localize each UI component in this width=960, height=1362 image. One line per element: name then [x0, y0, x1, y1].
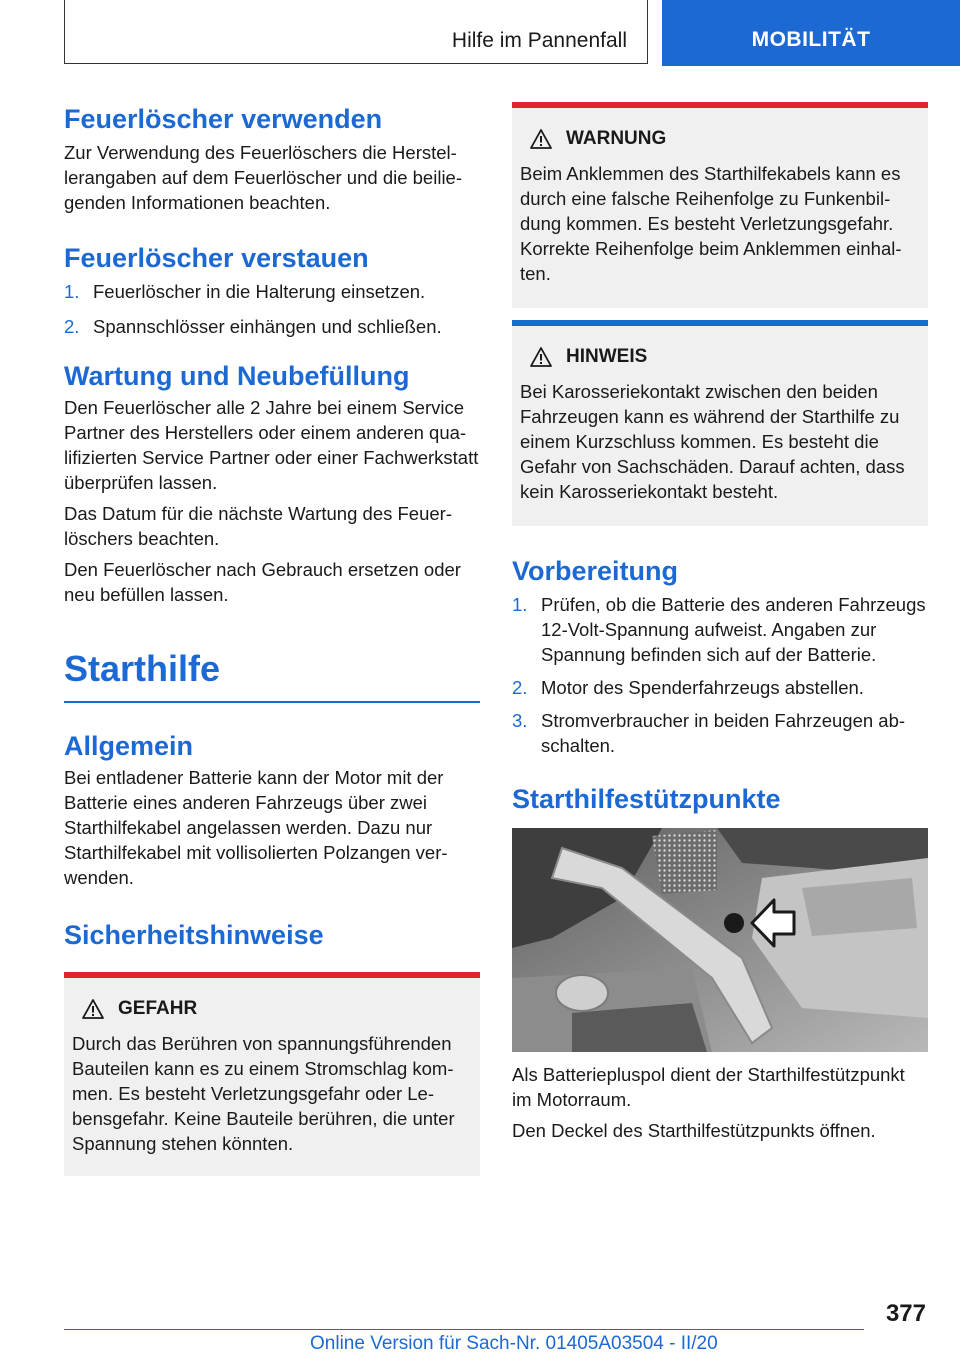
hint-text: Bei Karosseriekontakt zwischen den beiden Fahrzeugen kann es während der Starthilfe zu einem Kurzschluss kommen. Es besteht die Gefahr von Sachschäden. Darauf achten, dass kein Karosseriekontakt besteht. [520, 381, 905, 502]
footer-text: Online Version für Sach-Nr. 01405A03504 - II/20 [310, 1333, 718, 1354]
heading-store: Feuerlöscher verstauen [64, 243, 369, 273]
warning-triangle-icon [530, 347, 552, 367]
step-text: Stromverbraucher in beiden Fahrzeugen abschalten. [541, 710, 906, 756]
chapter-tab-label: MOBILITÄT [751, 28, 871, 51]
chapter-title: Starthilfe [64, 648, 221, 689]
header-frame [64, 0, 648, 64]
engine-bay-photo [512, 828, 928, 1052]
warning-triangle-icon [530, 129, 552, 149]
step-number: 2. [64, 316, 80, 337]
list-item [64, 279, 480, 304]
paragraph-jump-points-2: Den Deckel des Starthilfestützpunkts öffnen. [512, 1120, 876, 1141]
step-text: Spannschlösser einhängen und schließen. [93, 316, 442, 337]
paragraph-maintenance-2: Das Datum für die nächste Wartung des Feuerlöschers beachten. [64, 503, 452, 549]
engine-bay-illustration [512, 828, 928, 1052]
right-column [512, 102, 928, 1143]
danger-text: Durch das Berühren von spannungsführenden Bauteilen kann es zu einem Stromschlag kommen. Es besteht Verletzungsgefahr oder Lebensgefahr. Keine Bauteile berühren, die unter Spannung stehen könnten. [72, 1032, 455, 1154]
heading-jump-points: Starthilfestützpunkte [512, 784, 781, 814]
step-number: 1. [512, 594, 528, 615]
left-column [64, 102, 480, 1176]
warning-notice [512, 102, 928, 308]
paragraph-maintenance-3: Den Feuerlöscher nach Gebrauch ersetzen oder neu befüllen lassen. [64, 559, 461, 605]
list-item [512, 592, 928, 667]
chapter-rule [64, 701, 480, 703]
heading-preparation: Vorbereitung [512, 556, 679, 586]
page-number: 377 [885, 1300, 926, 1327]
heading-use: Feuerlöscher verwenden [64, 104, 383, 134]
paragraph-use: Zur Verwendung des Feuerlöschers die Herstellerangaben auf dem Feuerlöscher und die beiliegenden Informationen beachten. [64, 142, 463, 213]
paragraph-maintenance-1: Den Feuerlöscher alle 2 Jahre bei einem Service Partner des Herstellers oder einem anderen qualifizierten Service Partner oder einer Fachwerkstatt überprüfen lassen. [64, 397, 479, 493]
step-text: Feuerlöscher in die Halterung einsetzen. [93, 281, 426, 302]
hint-notice [512, 320, 928, 526]
heading-maintenance: Wartung und Neubefüllung [64, 361, 410, 391]
warning-title: WARNUNG [566, 128, 667, 149]
list-item [64, 314, 480, 339]
section-title: Hilfe im Pannenfall [451, 29, 627, 52]
preparation-steps [512, 592, 928, 758]
chapter-tab[interactable] [662, 0, 960, 66]
danger-notice [64, 972, 480, 1176]
paragraph-jump-points-1: Als Batteriepluspol dient der Starthilfestützpunkt im Motorraum. [512, 1064, 905, 1110]
step-text: Prüfen, ob die Batterie des anderen Fahrzeugs 12-Volt-Spannung aufweist. Angaben zur Spannung befinden sich auf der Batterie. [541, 594, 926, 665]
step-number: 1. [64, 281, 80, 302]
warning-triangle-icon [82, 999, 104, 1019]
heading-safety: Sicherheitshinweise [64, 919, 324, 950]
list-item [512, 708, 928, 758]
hint-title: HINWEIS [566, 346, 648, 367]
warning-text: Beim Anklemmen des Starthilfekabels kann es durch eine falsche Reihenfolge zu Funkenbildung kommen. Es besteht Verletzungsgefahr. Korrekte Reihenfolge beim Anklemmen einhalten. [520, 163, 902, 284]
step-number: 2. [512, 677, 528, 698]
step-number: 3. [512, 710, 528, 731]
danger-title: GEFAHR [118, 997, 198, 1019]
footer-rule [64, 1329, 864, 1330]
paragraph-allgemein: Bei entladener Batterie kann der Motor mit der Batterie eines anderen Fahrzeugs über zwei Starthilfekabel angelassen werden. Dazu nur Starthilfekabel mit vollisolierten Polzangen verwenden. [64, 766, 448, 888]
step-text: Motor des Spenderfahrzeugs abstellen. [541, 677, 864, 698]
list-item [512, 675, 928, 700]
store-steps [64, 279, 480, 339]
heading-allgemein: Allgemein [64, 730, 194, 761]
